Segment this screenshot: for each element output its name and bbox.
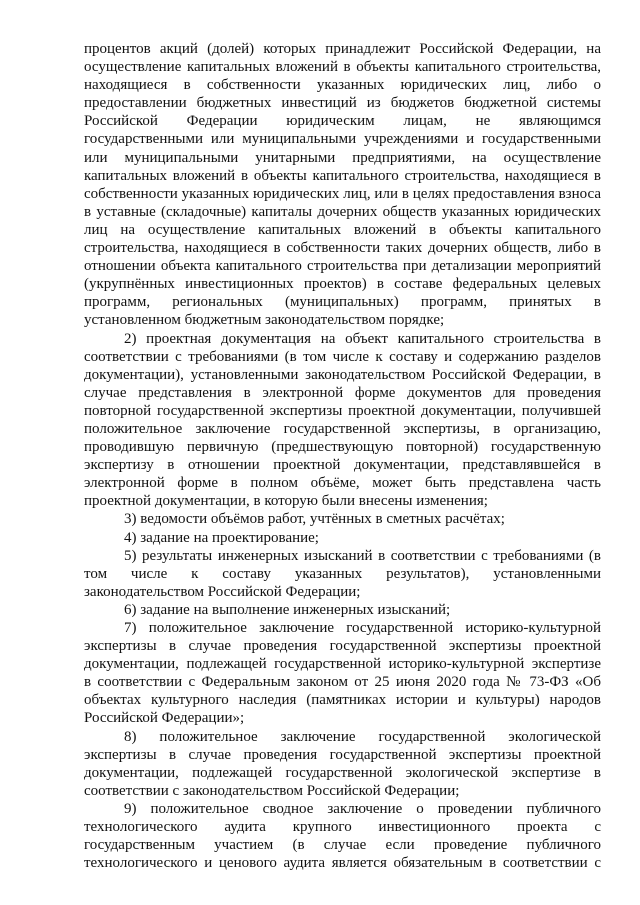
document-body [84,40,601,872]
text-line: установленном бюджетным законодательством порядке; [84,312,445,329]
text-line: 7) положительное заключение государственной историко-культурной [124,620,601,636]
text-line: технологического и ценового аудита является обязательным в соответствии с [84,855,601,872]
text-line: в уставные (складочные) капиталы дочерних обществ указанных юридических [84,203,601,220]
text-line: том числе к составу указанных результатов), установленными [84,565,601,582]
text-line: экспертизы в случае проведения государственной экспертизы проектной [84,746,601,763]
text-line: экспертизы в случае проведения государственной экспертизы проектной [84,638,601,655]
text-line: документации), установленными законодательством Российской Федерации, в [84,366,601,383]
text-line: собственности указанных юридических лиц, или в целях предоставления взноса [84,185,601,202]
text-line: 4) задание на проектирование; [124,529,319,546]
text-line: (укрупнённых инвестиционных проектов) в составе федеральных целевых [84,276,601,293]
text-line: государственными или муниципальными учреждениями и государственными [84,131,601,148]
text-line: проектной документации, в которую были внесены изменения; [84,493,488,510]
text-line: документации, подлежащей государственной историко-культурной экспертизе [84,656,601,673]
text-line: процентов акций (долей) которых принадлежит Российской Федерации, на [84,41,601,57]
text-line: осуществление капитальных вложений в объекты капитального строительства, [84,59,601,76]
text-line: 8) положительное заключение государственной экологической [124,728,601,745]
text-line: соответствии с требованиями (в том числе к составу и содержанию разделов [84,348,601,365]
text-line: объектах культурного наследия (памятниках истории и культуры) народов [84,692,601,709]
text-line: в соответствии с Федеральным законом от 25 июня 2020 года № 73-ФЗ «Об [84,674,601,691]
text-line: строительства, находящиеся в собственности таких дочерних обществ, либо в [84,240,601,257]
text-line: случае представления в электронной форме документов для проведения [84,384,601,401]
text-line: программ, региональных (муниципальных) программ, принятых в [84,294,601,311]
text-line: 2) проектная документация на объект капитального строительства в [124,330,601,347]
text-line: законодательством Российской Федерации; [84,583,361,600]
text-line: соответствии с законодательством Российской Федерации; [84,782,460,799]
text-line: технологического аудита крупного инвестиционного проекта с [84,819,601,836]
text-line: 5) результаты инженерных изысканий в соответствии с требованиями (в [124,547,601,564]
text-line: повторной государственной экспертизы проектной документации, получившей [84,402,601,419]
text-line: электронной форме в полном объёме, может быть представлена часть [84,475,601,492]
text-line: 6) задание на выполнение инженерных изысканий; [124,601,451,618]
text-line: предоставлении бюджетных инвестиций из бюджетов бюджетной системы [84,95,601,112]
text-line: документации, подлежащей государственной экологической экспертизе в [84,764,601,781]
text-line: находящиеся в собственности указанных юридических лиц, либо о [84,77,601,94]
text-line: или муниципальными унитарными предприятиями, на осуществление [84,149,601,166]
text-line: Российской Федерации юридическим лицам, не являющимся [84,113,601,130]
text-line: 9) положительное сводное заключение о проведении публичного [124,800,601,817]
text-line: капитальных вложений в объекты капитального строительства, находящиеся в [84,167,601,184]
text-line: лиц на осуществление капитальных вложений в объекты капитального [84,221,601,238]
text-line: экспертизу в отношении проектной документации, представлявшейся в [84,457,601,474]
text-line: государственным участием (в случае если проведение публичного [84,837,601,854]
text-line: Российской Федерации»; [84,710,245,727]
text-line: положительное заключение государственной экспертизы, в организацию, [84,420,601,437]
text-line: проводившую первичную (предшествующую повторной) государственную [84,439,601,456]
text-line: отношении объекта капитального строительства при детализации мероприятий [84,258,601,275]
text-line: 3) ведомости объёмов работ, учтённых в сметных расчётах; [124,511,505,528]
